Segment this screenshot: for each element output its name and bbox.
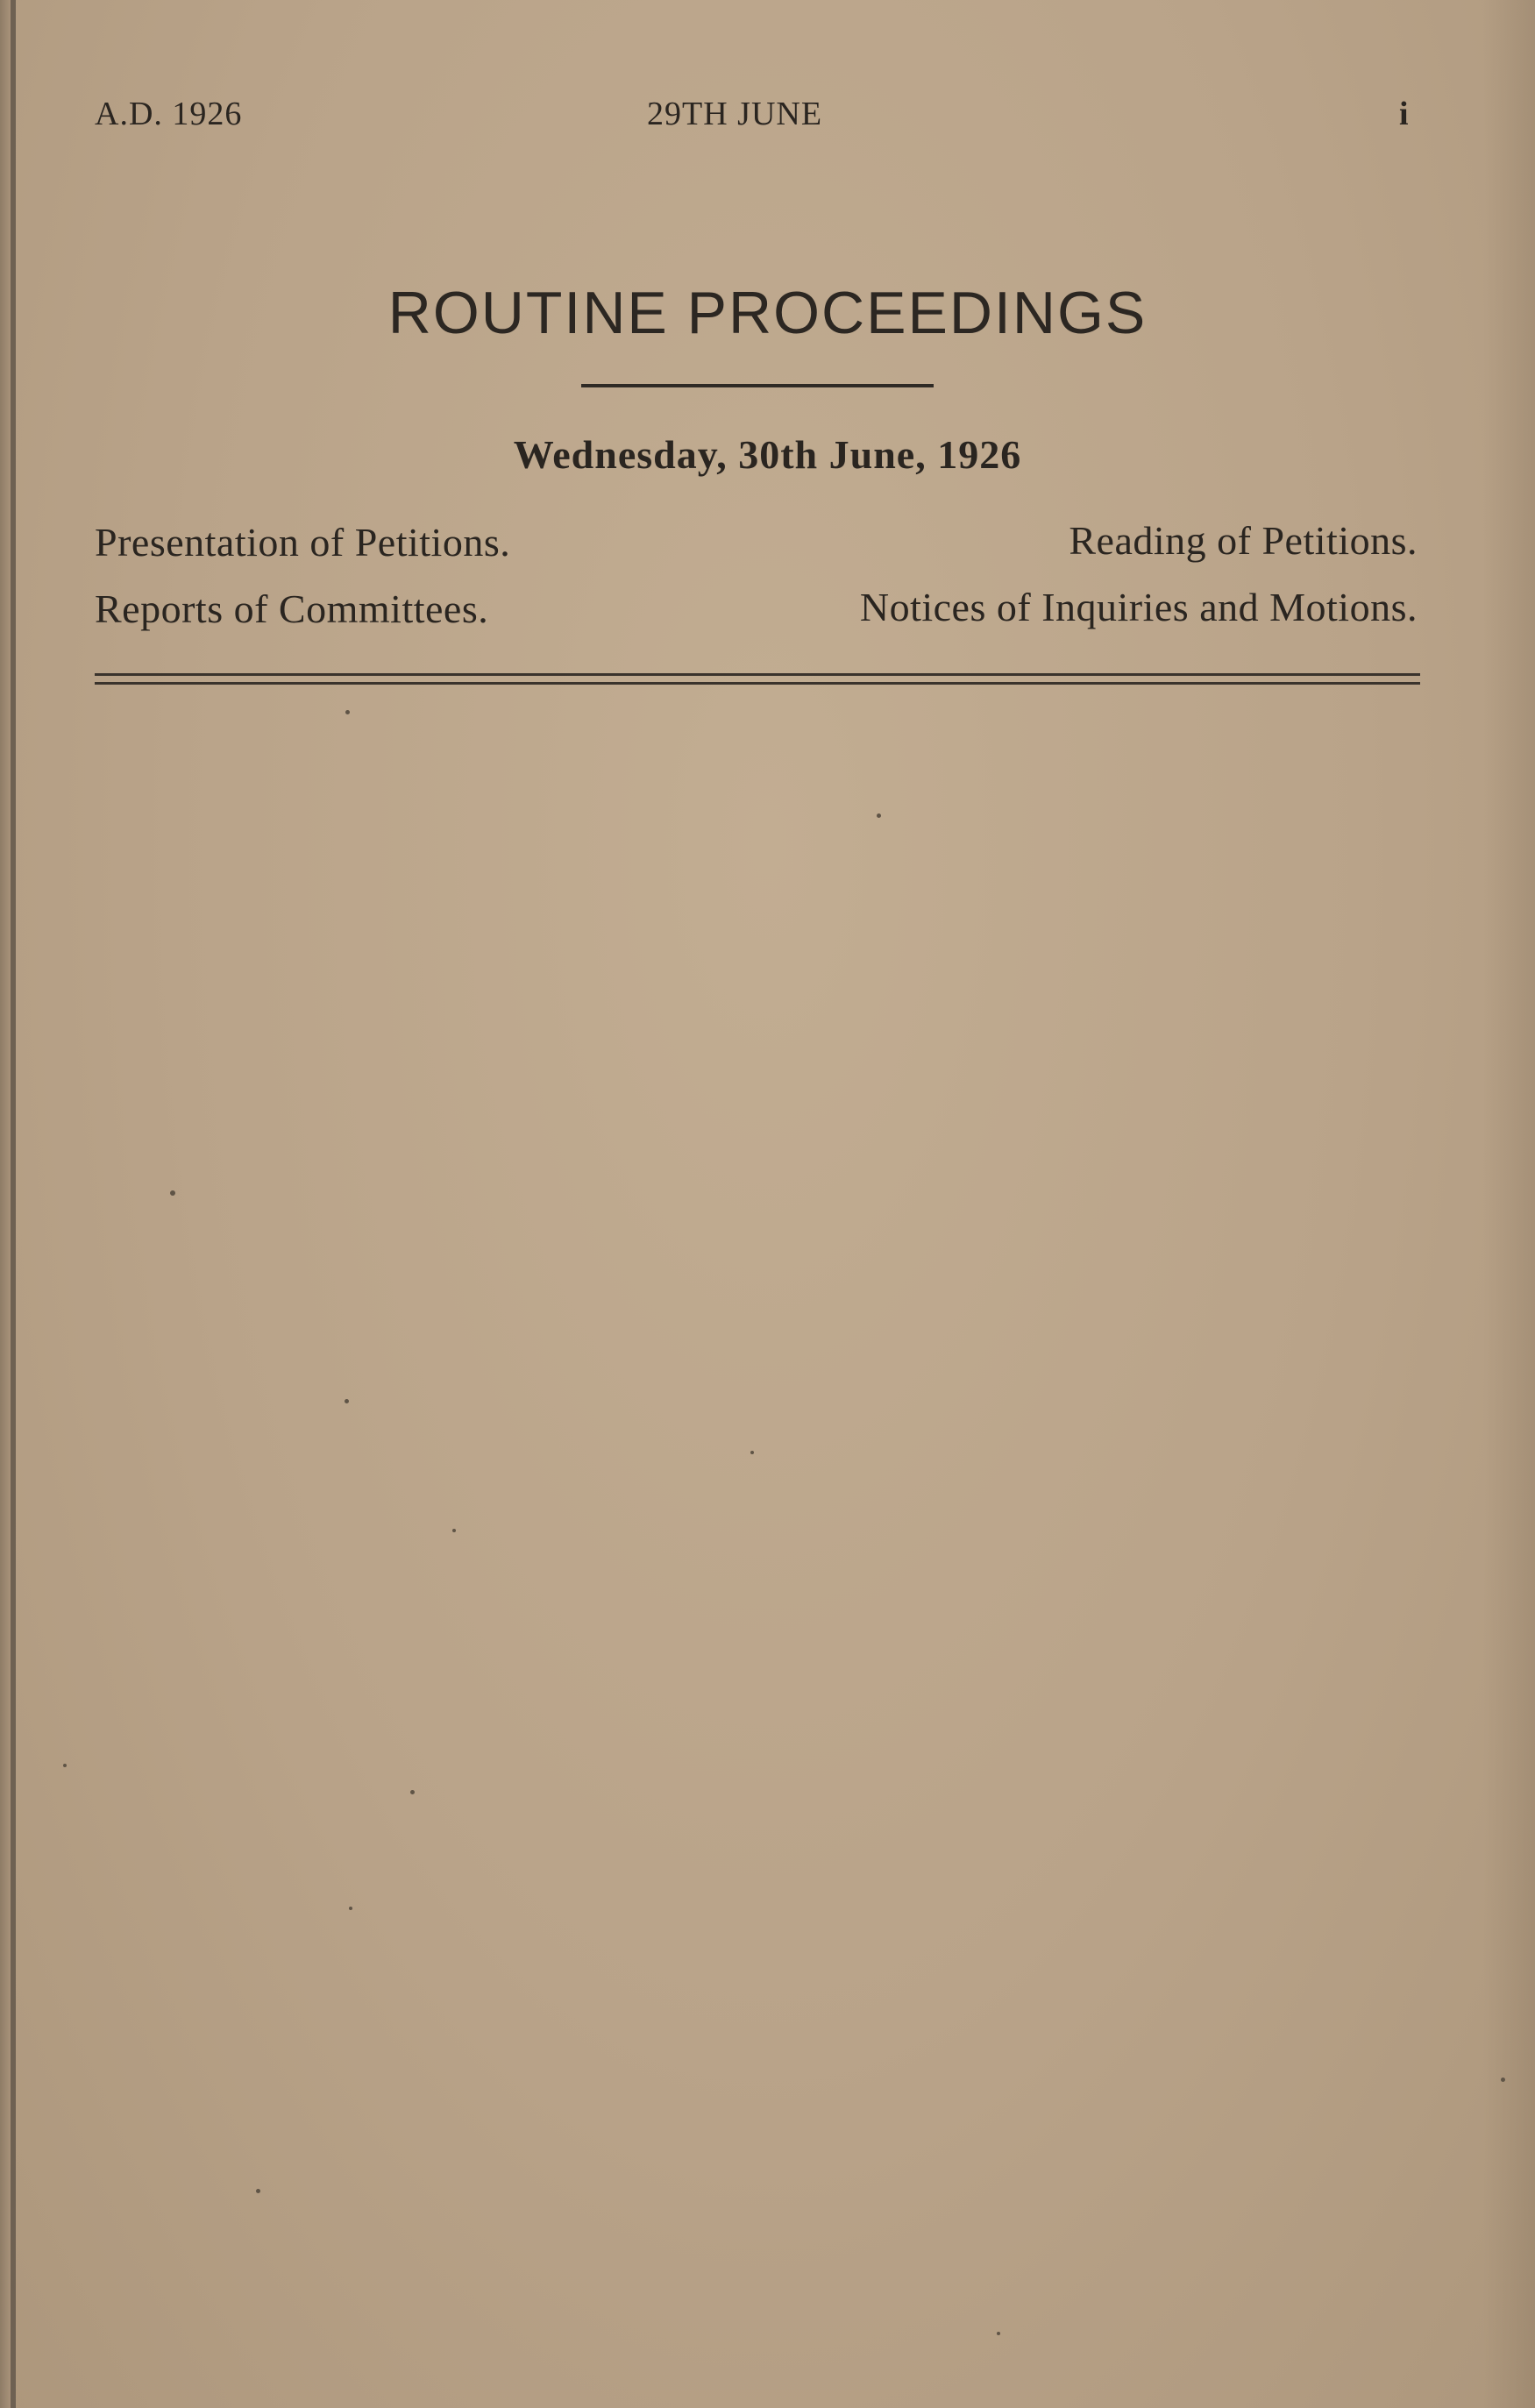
date-subheading: Wednesday, 30th June, 1926	[513, 432, 1022, 477]
running-head-date: 29TH JUNE	[647, 96, 823, 132]
binding-edge	[11, 0, 16, 2408]
paper-speck	[63, 1764, 67, 1767]
paper-speck	[750, 1451, 754, 1454]
proceeding-item-presentation-of-petitions: Presentation of Petitions.	[95, 520, 511, 565]
proceeding-item-reports-of-committees: Reports of Committees.	[95, 586, 489, 631]
paper-speck	[997, 2332, 1000, 2335]
proceeding-item-reading-of-petitions: Reading of Petitions.	[1069, 518, 1418, 563]
double-rule-top	[95, 673, 1420, 676]
paper-speck	[410, 1790, 415, 1794]
paper-speck	[345, 1399, 349, 1403]
paper-speck	[452, 1529, 456, 1532]
binding-shadow	[0, 0, 11, 2408]
paper-speck	[877, 813, 881, 818]
running-head-year: A.D. 1926	[95, 96, 243, 132]
proceeding-item-notices-of-inquiries: Notices of Inquiries and Motions.	[859, 585, 1418, 629]
paper-speck	[170, 1190, 175, 1196]
title-rule	[581, 384, 934, 387]
page-folio: i	[1399, 96, 1410, 132]
paper-speck	[345, 710, 350, 714]
page-title: ROUTINE PROCEEDINGS	[387, 280, 1148, 346]
paper-speck	[256, 2189, 260, 2193]
double-rule-bottom	[95, 682, 1420, 685]
paper-speck	[349, 1907, 352, 1910]
paper-speck	[1501, 2078, 1505, 2082]
page-edge-shade	[1482, 0, 1535, 2408]
